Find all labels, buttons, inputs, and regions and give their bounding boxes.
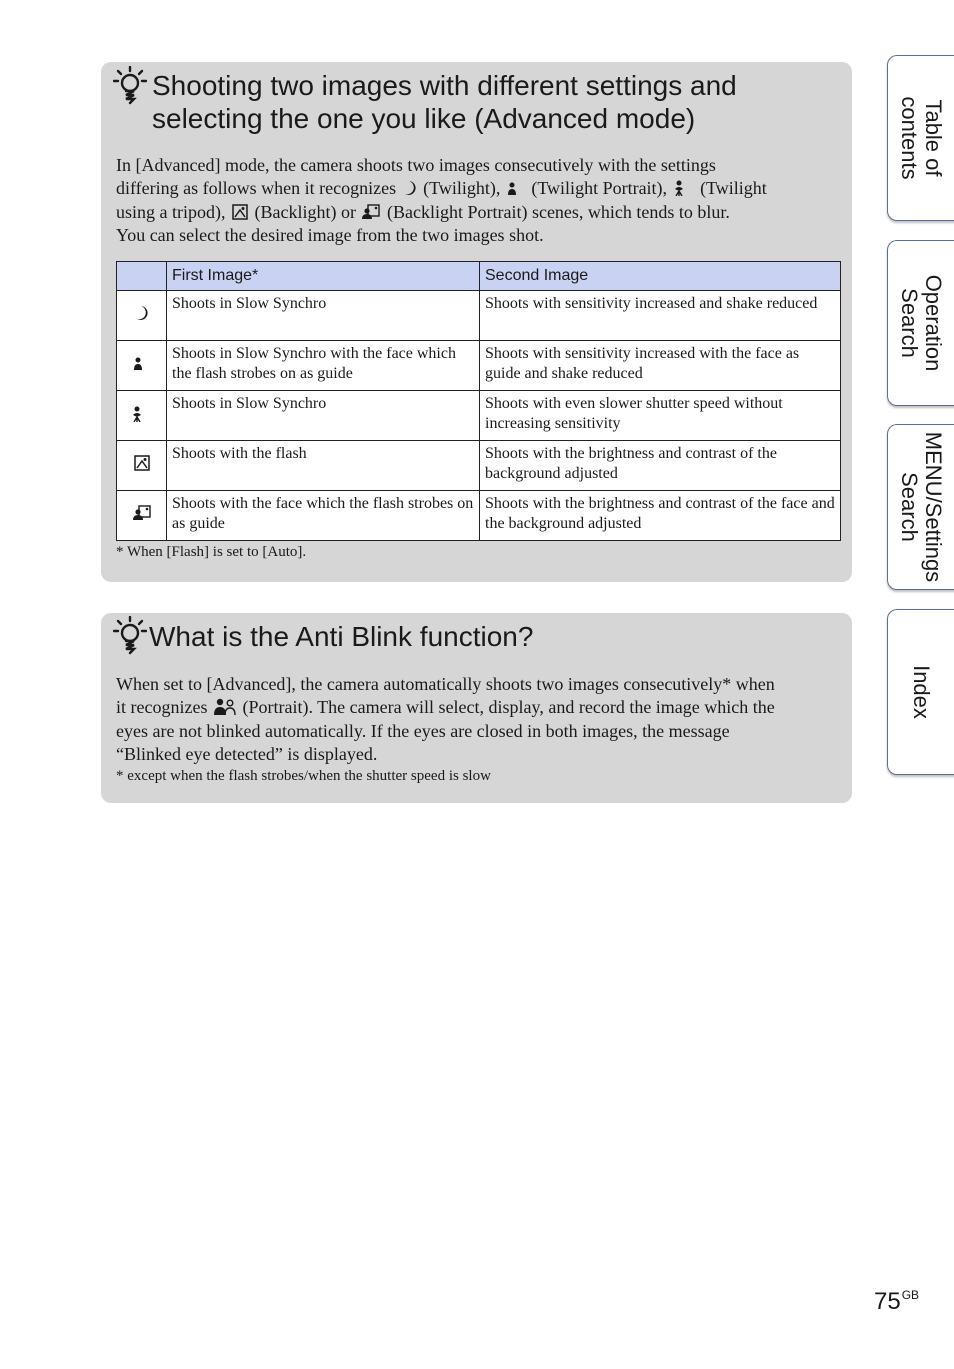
tab-label-line: Table of — [921, 99, 946, 177]
twilight-icon — [403, 180, 417, 196]
row-second-image: Shoots with sensitivity increased with the face as guide and shake reduced — [480, 341, 841, 391]
header-first-label: First Image — [172, 267, 253, 284]
body-text: When set to [Advanced], the camera automatically shoots two images consecutively* when — [116, 674, 775, 694]
section-title-line1: Shooting two images with different settings and — [152, 70, 737, 101]
body-text: it recognizes — [116, 697, 208, 718]
twilight-icon — [135, 305, 149, 321]
tab-label-line: MENU/Settings — [921, 431, 946, 583]
table-row — [117, 491, 841, 541]
intro-paragraph — [116, 154, 767, 247]
tab-label — [888, 610, 954, 774]
table-row — [117, 391, 841, 441]
row-first-image: Shoots in Slow Synchro with the face which the flash strobes on as guide — [167, 341, 480, 391]
table-header-second: Second Image — [480, 262, 841, 291]
table-row — [117, 441, 841, 491]
intro-text: (Twilight), — [423, 178, 501, 199]
flash-footnote: * When [Flash] is set to [Auto]. — [116, 544, 307, 560]
row-icon-cell — [117, 391, 167, 441]
body-text: (Portrait). The camera will select, display, and record the image which the — [242, 697, 775, 718]
twilight-portrait-icon — [507, 180, 525, 196]
anti-blink-footnote: * except when the flash strobes/when the shutter speed is slow — [116, 768, 491, 784]
anti-blink-paragraph — [116, 673, 775, 766]
tab-label-line: Operation — [921, 274, 946, 372]
comparison-table — [116, 261, 841, 541]
table-header-icon — [117, 262, 167, 291]
portrait-icon — [214, 697, 236, 715]
intro-text: (Backlight Portrait) scenes, which tends to blur. — [386, 201, 730, 222]
tab-operation-search[interactable] — [887, 240, 954, 406]
tab-label-line: contents — [897, 96, 922, 180]
row-icon-cell — [117, 441, 167, 491]
intro-text: In [Advanced] mode, the camera shoots two images consecutively with the settings — [116, 155, 716, 175]
hint-icon — [113, 616, 147, 656]
backlight-portrait-icon — [133, 505, 151, 521]
advanced-mode-section — [101, 62, 852, 582]
intro-text: (Twilight Portrait), — [531, 178, 668, 199]
section-title-line2: selecting the one you like (Advanced mode) — [152, 103, 696, 134]
page-number-value: 75 — [874, 1288, 901, 1315]
row-second-image: Shoots with even slower shutter speed without increasing sensitivity — [480, 391, 841, 441]
table-row — [117, 291, 841, 341]
backlight-portrait-icon — [362, 204, 380, 220]
row-second-image: Shoots with the brightness and contrast of the background adjusted — [480, 441, 841, 491]
table-row — [117, 341, 841, 391]
row-second-image: Shoots with the brightness and contrast of the face and the background adjusted — [480, 491, 841, 541]
row-first-image: Shoots in Slow Synchro — [167, 291, 480, 341]
tab-menu-settings-search[interactable] — [887, 424, 954, 590]
table-header-row — [117, 262, 841, 291]
row-icon-cell — [117, 341, 167, 391]
tab-label — [888, 425, 954, 589]
twilight-tripod-icon — [132, 404, 152, 422]
backlight-icon — [232, 204, 248, 220]
tab-index[interactable] — [887, 609, 954, 775]
row-first-image: Shoots with the flash — [167, 441, 480, 491]
intro-text: You can select the desired image from the two images shot. — [116, 224, 544, 245]
tab-label-line: Search — [897, 288, 922, 358]
intro-text: using a tripod), — [116, 201, 226, 222]
anti-blink-section — [101, 613, 852, 803]
intro-text: (Twilight — [700, 178, 767, 199]
row-second-image: Shoots with sensitivity increased and shake reduced — [480, 291, 841, 341]
row-icon-cell — [117, 291, 167, 341]
tab-table-of-contents[interactable] — [887, 55, 954, 221]
backlight-icon — [134, 455, 150, 471]
header-footnote-mark: * — [252, 267, 259, 284]
section-title — [152, 69, 737, 135]
row-icon-cell — [117, 491, 167, 541]
twilight-portrait-icon — [133, 355, 151, 371]
tab-label — [888, 241, 954, 405]
body-text: “Blinked eye detected” is displayed. — [116, 743, 378, 764]
tab-label-line: Index — [909, 665, 934, 719]
hint-icon — [113, 66, 147, 106]
page-number-suffix: GB — [901, 1288, 920, 1302]
tab-label-line: Search — [897, 472, 922, 542]
row-first-image: Shoots in Slow Synchro — [167, 391, 480, 441]
body-text: eyes are not blinked automatically. If the eyes are closed in both images, the message — [116, 720, 730, 741]
twilight-tripod-icon — [674, 178, 694, 196]
section-title: What is the Anti Blink function? — [149, 621, 534, 652]
intro-text: (Backlight) or — [254, 201, 356, 222]
intro-text: differing as follows when it recognizes — [116, 178, 397, 199]
table-header-first — [167, 262, 480, 291]
page-number — [874, 1288, 919, 1316]
row-first-image: Shoots with the face which the flash strobes on as guide — [167, 491, 480, 541]
tab-label — [888, 56, 954, 220]
